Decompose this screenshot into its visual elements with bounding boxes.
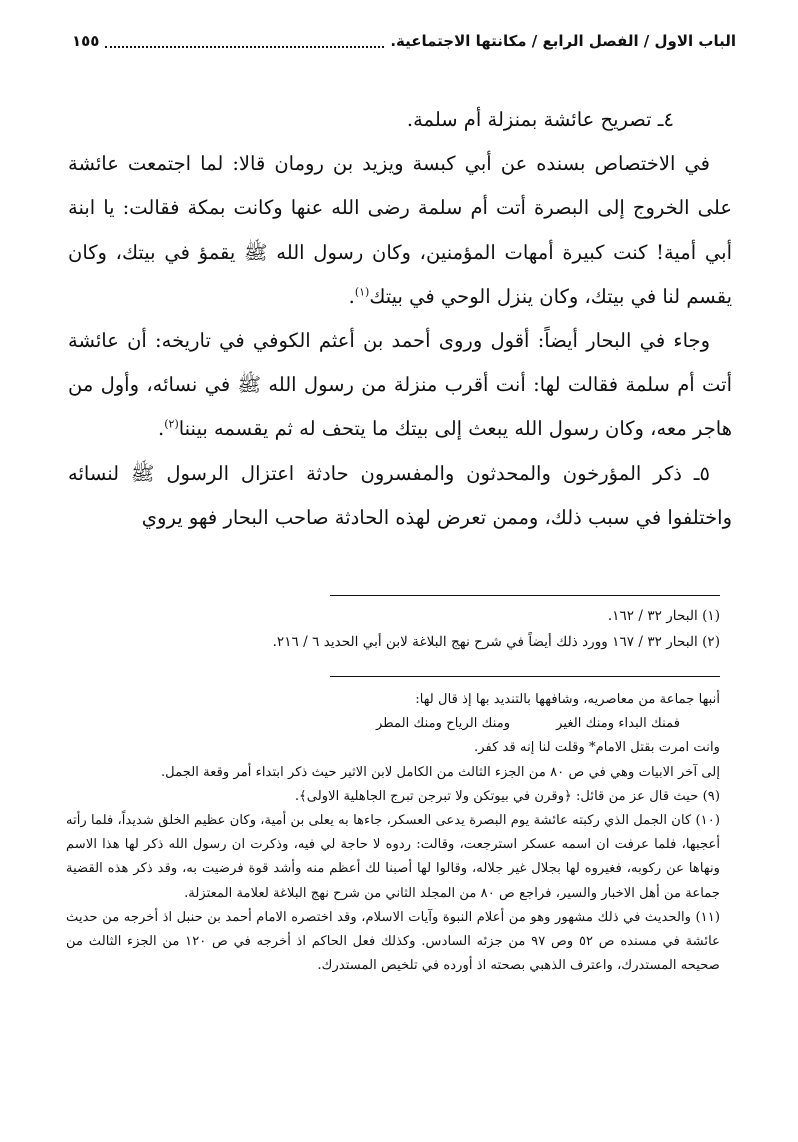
verse-hemistich-1: فمنك البداء ومنك الغير [556,716,680,732]
footnotes [64,603,720,655]
notes-separator [330,676,720,677]
paragraph-3-text: وجاء في البحار أيضاً: أقول وروى أحمد بن أعثم الكوفي في تاريخه: أن عائشة أتت أم سلمة فقالت لها: أنت أقرب منزلة من رسول الله ﷺ في نسائه، وأول من هاجر معه، وكان رسول الله يبعث إلى بيتك ما يتحف له ثم يقسمه بيننا [68,329,732,441]
paragraph-heading-4: ٤ـ تصريح عائشة بمنزلة أم سلمة. [406,108,674,131]
verse-line [66,712,720,736]
note-line-intro: أنبها جماعة من معاصريه، وشافهها بالتنديد بها إذ قال لها: [415,692,720,707]
note-10: (١٠) كان الجمل الذي ركبته عائشة يوم البصرة يدعى العسكر، جاءها به يعلى بن أمية، وكان عظيم الخلق شديداً، فلما رأته أعجبها، فلما عرفت ان اسمه عسكر استرجعت، وقالت: ردوه لا حاجة لي فيه، وذكرت ان رسول الله ذكر لها هذا الاسم ونهاها عن ركوبه، فغيروه لها بجلال غير جلاله، وقالوا لها أصبنا لك أعظم منه وأشد قوة فرضيت به، وقد ذكر هذه القضية جماعة من أهل الاخبار والسير، فراجع ص ٨٠ من المجلد الثاني من شرح نهج البلاغة لعلامة المعتزلة. [66,813,720,901]
page-number: ١٥٥ [72,32,100,50]
note-line-source: إلى آخر الابيات وهي في ص ٨٠ من الجزء الثالث من الكامل لابن الاثير حيث ذكر ابتداء أمر وقعة الجمل. [160,764,720,780]
footnote-ref-2: (٢) [164,417,179,431]
paragraph-2-text: في الاختصاص بسنده عن أبي كبسة ويزيد بن رومان قالا: لما اجتمعت عائشة على الخروج إلى البصرة أتت أم سلمة رضى الله عنها وكانت بمكة فقالت: يا ابنة أبي أمية! كنت كبيرة أمهات المؤمنين، وكان رسول الله ﷺ يقمؤ في بيتك، وكان يقسم لنا في بيتك، وكان ينزل الوحي في بيتك [68,152,732,308]
note-11: (١١) والحديث في ذلك مشهور وهو من أعلام النبوة وآيات الاسلام، وقد اختصره الامام أحمد بن حنبل اذ أخرجه من حديث عائشة في مسنده ص ٥٢ وص ٩٧ من جزئه السادس. وكذلك فعل الحاكم اذ أخرجه في ص ١٢٠ من الجزء الثالث من صحيحه المستدرك، واعترف الذهبي بصحته اذ أورده في تلخيص المستدرك. [66,909,720,974]
paragraph-2 [68,142,732,319]
continued-notes [66,688,720,978]
footnote-2: (٢) البحار ٣٢ / ١٦٧ وورد ذلك أيضاً في شرح نهج البلاغة لابن أبي الحديد ٦ / ٢١٦. [272,634,720,650]
note-9: (٩) حيث قال عز من قائل: ﴿وقرن في بيوتكن ولا تبرجن تبرج الجاهلية الاولى﴾. [294,788,720,804]
chapter-title: الباب الاول / الفصل الرابع / مكانتها الاجتماعية. [390,32,736,50]
paragraph-heading-5: ٥ـ ذكر المؤرخون والمحدثون والمفسرون حادثة اعتزال الرسول ﷺ لنسائه واختلفوا في سبب ذلك، وممن تعرض لهذه الحادثة صاحب البحار فهو يروي [68,461,732,529]
verse-hemistich-2: ومنك الرياح ومنك المطر [375,716,511,732]
running-header [72,26,736,56]
paragraph-3-end: . [158,417,165,441]
footnote-1: (١) البحار ٣٢ / ١٦٢. [607,608,720,624]
paragraph-2-end: . [348,284,355,308]
paragraph-3 [68,319,732,452]
main-text [68,98,732,540]
dot-leader [105,46,384,48]
note-line-verse-2: وانت امرت بقتل الامام* وقلت لنا إنه قد كفر. [474,740,720,756]
footnote-separator [330,595,720,596]
footnote-ref-1: (١) [354,285,370,299]
